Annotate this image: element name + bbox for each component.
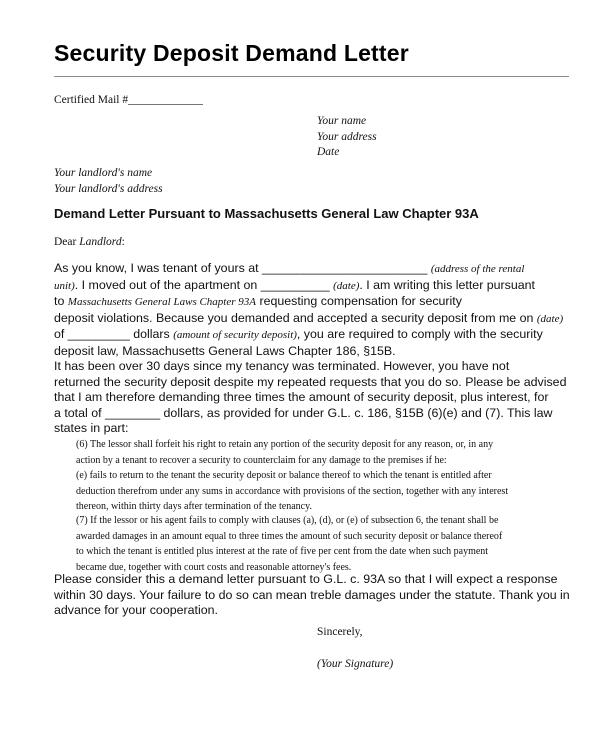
text-run: As you know, I was tenant of yours at ________________________ — [54, 261, 431, 275]
paragraph-line — [54, 278, 554, 295]
sender-name: Your name — [317, 115, 367, 127]
paragraph-line: deposit law, Massachusetts General Laws Chapter 186, §15B. — [54, 343, 396, 358]
paragraph-line: It has been over 30 days since my tenancy was terminated. However, you have not — [54, 359, 510, 373]
paragraph-line: states in part: — [54, 421, 129, 435]
landlord-name: Your landlord's name — [54, 167, 153, 179]
certified-mail-line: Certified Mail #_____________ — [54, 94, 203, 106]
text-run: . I moved out of the apartment on __________ — [74, 277, 334, 292]
quote-line: awarded damages in an amount equal to three times the amount of such security deposit or balance thereof — [76, 530, 503, 542]
text-run: requesting compensation for security — [256, 294, 462, 308]
paragraph-closing — [54, 572, 570, 619]
paragraph-line: returned the security deposit despite my repeated requests that you do so. Please be advised — [54, 374, 567, 389]
placeholder-text: (address of the rental — [430, 263, 525, 275]
placeholder-text: (date) — [333, 279, 360, 292]
salutation-suffix: : — [121, 236, 125, 248]
text-run: of _________ dollars — [54, 327, 174, 341]
quote-line: became due, together with court costs and reasonable attorney's fees. — [76, 561, 352, 573]
placeholder-text: (date) — [536, 312, 564, 325]
letter-date: Date — [317, 146, 340, 158]
letter-subject: Demand Letter Pursuant to Massachusetts General Law Chapter 93A — [54, 206, 479, 221]
signature-placeholder: (Your Signature) — [317, 658, 394, 670]
text-run: . I am writing this letter pursuant — [359, 277, 535, 292]
statute-quote-6 — [76, 437, 556, 468]
quote-line: (6) The lessor shall forfeit his right to retain any portion of the security deposit for any reason, or, in any — [76, 439, 494, 450]
paragraph-line — [54, 294, 554, 311]
quote-line: (7) If the lessor or his agent fails to comply with clauses (a), (d), or (e) of subsection 6, the tenant shall be — [76, 515, 499, 526]
placeholder-text: unit) — [54, 279, 75, 292]
statute-quote-7 — [76, 513, 556, 575]
paragraph-line: within 30 days. Your failure to do so can mean treble damages under the statute. Thank you in — [54, 587, 570, 602]
quote-line: to which the tenant is entitled plus interest at the rate of five per cent from the date when such payment — [76, 546, 489, 557]
salutation-prefix: Dear — [54, 236, 80, 248]
quote-line: (e) fails to return to the tenant the security deposit or balance thereof to which the tenant is entitled after — [76, 470, 492, 481]
landlord-address: Your landlord's address — [54, 182, 163, 195]
page-title: Security Deposit Demand Letter — [54, 40, 409, 66]
text-run: to — [54, 294, 68, 308]
paragraph-line: that I am therefore demanding three times the amount of security deposit, plus interest, for — [54, 390, 549, 404]
quote-line: action by a tenant to recover a security to counterclaim for any damage to the premises if he: — [76, 454, 447, 466]
salutation — [54, 235, 125, 251]
paragraph-line: a total of ________ dollars, as provided for under G.L. c. 186, §15B (6)(e) and (7). This law — [54, 405, 553, 420]
text-run: deposit violations. Because you demanded and accepted a security deposit from me on — [54, 310, 537, 325]
sender-address: Your address — [317, 130, 377, 143]
paragraph-line: advance for your cooperation. — [54, 603, 218, 617]
law-reference: Massachusetts General Laws Chapter 93A — [67, 296, 257, 308]
placeholder-text: (amount of security deposit) — [173, 329, 297, 341]
paragraph-demand — [54, 359, 567, 437]
quote-line: deduction therefrom under any sums in accordance with provisions of the section, together with any interest — [76, 485, 509, 497]
paragraph-intro — [54, 261, 564, 359]
paragraph-line: Please consider this a demand letter pursuant to G.L. c. 93A so that I will expect a response — [54, 572, 558, 586]
title-divider — [54, 76, 569, 77]
paragraph-line — [54, 261, 554, 278]
quote-line: thereon, within thirty days after termination of the tenancy. — [76, 501, 312, 512]
paragraph-line — [54, 327, 554, 344]
sender-block — [317, 114, 377, 161]
landlord-block — [54, 166, 163, 197]
closing-text: Sincerely, — [317, 626, 363, 638]
paragraph-line — [54, 310, 564, 328]
salutation-name: Landlord — [79, 236, 122, 248]
text-run: , you are required to comply with the security — [296, 327, 543, 341]
statute-quote-e — [76, 468, 556, 515]
